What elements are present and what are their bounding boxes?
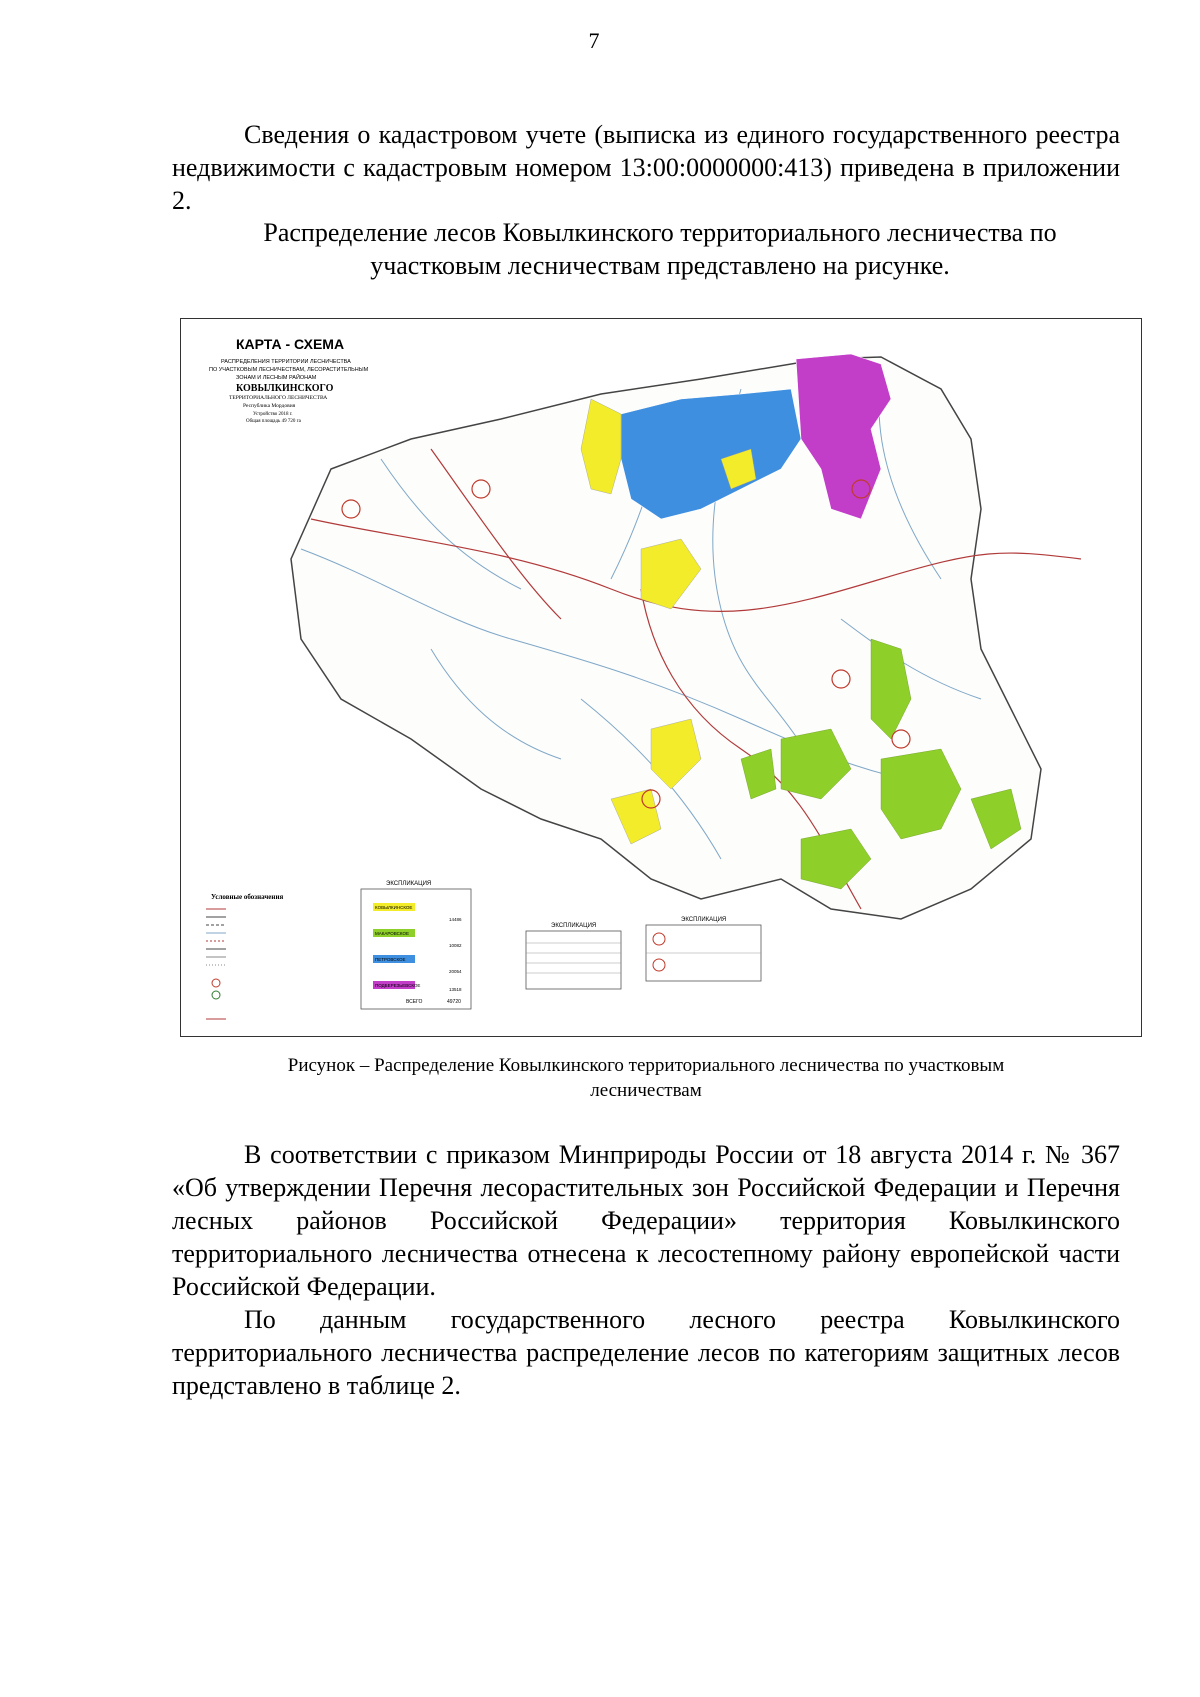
- map-scheme: [181, 319, 1141, 1036]
- map-org-name: КОВЫЛКИНСКОГО: [236, 383, 334, 394]
- caption-line-1: Рисунок – Распределение Ковылкинского территориального лесничества по участковым: [287, 1055, 1005, 1076]
- forestry-1-name: КОВЫЛКИНСКОЕ: [375, 905, 413, 910]
- forestry-4-name: ПОДБЕРЕЗЬЕВСКОЕ: [375, 983, 421, 988]
- forest-map-figure: [180, 318, 1142, 1037]
- map-subtitle-1: РАСПРЕДЕЛЕНИЯ ТЕРРИТОРИИ ЛЕСНИЧЕСТВА: [221, 359, 351, 365]
- forestry-1-area: 14486: [449, 917, 462, 922]
- explication-title: ЭКСПЛИКАЦИЯ: [386, 881, 432, 887]
- forestry-2-name: МАКАРОВСКОЕ: [375, 931, 409, 936]
- paragraph-forest-registry: По данным государственного лесного реестра Ковылкинского территориального лесничества распределение лесов по категориям защитных лесов представлено в таблице 2.: [172, 1305, 1120, 1400]
- explication-table: [361, 881, 471, 1009]
- map-legend: [206, 893, 283, 1019]
- map-subtitle-3: ЗОНАМ И ЛЕСНЫМ РАЙОНАМ: [236, 375, 317, 381]
- explication-total-value: 49720: [447, 999, 461, 1005]
- map-year: Устройство 2018 г.: [253, 412, 293, 417]
- figure-caption: [172, 1053, 1120, 1103]
- explication-table-2: [526, 923, 621, 989]
- explication-total-label: ВСЕГО: [406, 999, 423, 1005]
- legend-title: Условные обозначения: [211, 893, 284, 901]
- forestry-4-area: 13518: [449, 987, 462, 992]
- map-title: КАРТА - СХЕМА: [236, 336, 345, 352]
- map-subtitle-2: ПО УЧАСТКОВЫМ ЛЕСНИЧЕСТВАМ, ЛЕСОРАСТИТЕЛЬНЫМ: [209, 367, 369, 373]
- explication2-title: ЭКСПЛИКАЦИЯ: [551, 923, 597, 929]
- explication3-title: ЭКСПЛИКАЦИЯ: [681, 917, 727, 923]
- paragraph-cadastral: Сведения о кадастровом учете (выписка из единого государственного реестра недвижимости с кадастровым номером 13:00:0000000:413) приведена в приложении 2.: [172, 120, 1120, 215]
- explication-table-3: [646, 917, 761, 981]
- map-org-sub: ТЕРРИТОРИАЛЬНОГО ЛЕСНИЧЕСТВА: [229, 395, 328, 401]
- caption-line-2: лесничествам: [590, 1080, 702, 1101]
- page-number: 7: [588, 28, 600, 53]
- paragraph-distribution: Распределение лесов Ковылкинского территориального лесничества по участковым лесничествам представлено на рисунке.: [263, 218, 1057, 280]
- map-area: Общая площадь 49 720 га: [246, 419, 301, 424]
- paragraph-order-367: В соответствии с приказом Минприроды России от 18 августа 2014 г. № 367 «Об утверждении Перечня лесорастительных зон Российской Федерации и Перечня лесных районов Российской Федерации» территория Ковылкинского территориального лесничества отнесена к лесостепному району европейской части Российской Федерации.: [172, 1140, 1120, 1301]
- map-region: Республика Мордовия: [243, 403, 296, 409]
- forestry-2-area: 10082: [449, 943, 462, 948]
- forestry-3-area: 20054: [449, 969, 462, 974]
- forestry-3-name: ПЕТРОВСКОЕ: [375, 957, 406, 962]
